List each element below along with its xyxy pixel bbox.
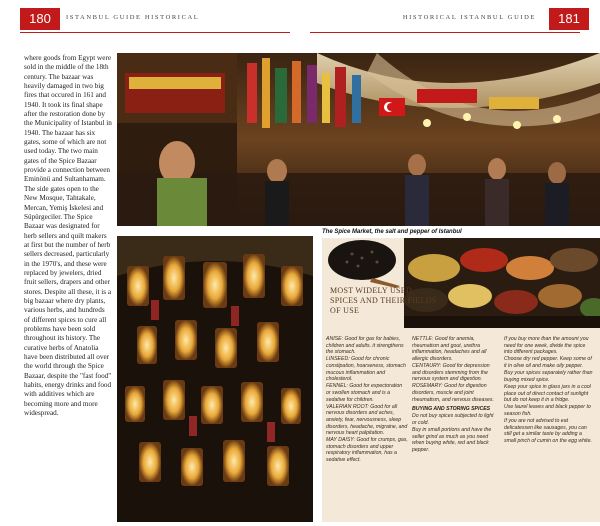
spice-column-1 bbox=[326, 336, 408, 464]
right-header-rule bbox=[310, 32, 580, 33]
left-running-title: ISTANBUL GUIDE HISTORICAL bbox=[66, 14, 200, 21]
storing-tip: If you are not advised to eat delicatessen like sausages, you can still get a similar taste by adding a small pinch of cumin on the egg white. bbox=[504, 418, 592, 444]
spice-entry: CENTAURY: Good for depression and disorders stemming from the nervous system and digestion. bbox=[412, 362, 490, 383]
spice-bowl-photo bbox=[322, 238, 404, 288]
spice-entry: VALERIAN ROOT: Good for all nervous disorders and aches, anxiety, fear, nervousness, sleep disorders, headache, migraine, and nervous heart palpitation. bbox=[326, 403, 408, 437]
spice-entry: MAY DAISY: Good for crumps, gas, stomach disorders and upper respiratory inflammation, has a sedative effect. bbox=[326, 437, 408, 464]
spice-entry: FENNEL: Good for expectoration or swollen stomach and is a sedative for children. bbox=[326, 383, 403, 403]
body-text: where goods from Egypt were sold in the middle of the 18th century. The bazaar was heavily damaged in two big fires that occured in 161 and 1940. It took its final shape after the restoration done by the Municipality of Istanbul in 1940. The bazaar has six gates, some of which are not used today. The two main gates of the Spice Bazaar provide a connection between Eminönü and Sultanhamam. The side gates open to the New Mosque, Tahtakale, Mercan, Yemiş İskelesi and Süpürgeciler. The Spice Bazaar was designated for herb sellers and quilt makers at first but the number of herb sellers decreased, particularly in the 1970's, and these were replaced by jewelers, dried fruit sellers, drapers and other stores. Despite all these, it is a big bazaar where dry plants, various herbs, and hundreds of different spices to cure all problems have been sold throughout its history. The curative herbs of Anatolia have been distributed all over the world through the Spice Bazaar, despite the "fast food" habits, energy drinks and food with additives which are becoming more and more widespread. bbox=[24, 54, 112, 418]
buying-storing-heading: BUYING AND STORING SPICES bbox=[412, 406, 491, 413]
storing-tip: Buy your spices separately rather than buying mixed spice. bbox=[504, 370, 593, 383]
right-page-number: 181 bbox=[549, 8, 589, 30]
spice-column-3 bbox=[504, 336, 594, 445]
spice-panel-title: MOST WIDELY USED SPICES AND THEIR FIELDS OF USE bbox=[330, 286, 437, 315]
spice-entry: ANISE: Good for gas for babies, children and adults. it strengthens the stomach. bbox=[326, 336, 404, 356]
left-header-rule bbox=[20, 32, 290, 33]
storing-tip: Do not buy spices subjected to light or cold. bbox=[412, 413, 494, 426]
storing-tip: Choose dry red pepper. Keep some of it in olive oil and make oily pepper. bbox=[504, 356, 592, 369]
spice-column-2 bbox=[412, 336, 498, 454]
left-page-number: 180 bbox=[20, 8, 60, 30]
spice-market-photo bbox=[117, 53, 600, 226]
hanging-lamps-photo bbox=[117, 236, 313, 522]
right-running-title: HISTORICAL ISTANBUL GUIDE bbox=[402, 14, 536, 21]
storing-tip: Use laurel leaves and black pepper to season fish. bbox=[504, 404, 591, 417]
storing-tip: Buy in small portions and have the seller grind as much as you need when buying white, red and black pepper. bbox=[412, 427, 492, 453]
photo-caption: The Spice Market, the salt and pepper of Istanbul bbox=[322, 229, 462, 235]
spice-entry: LINSEED: Good for chronic constipation, hoarseness, stomach mucous inflammation and cholesterol. bbox=[326, 356, 406, 383]
spice-entry: NETTLE: Good for anemia, rheumatism and gout, urethra inflammation, headaches and all allergic disorders. bbox=[412, 336, 487, 362]
spice-entry: ROSEMARY: Good for digestion disorders, muscle and joint rheumatism, and nervous diseases. bbox=[412, 383, 494, 403]
storing-tip: Keep your spice in glass jars in a cool place out of direct contact of sunlight but do not keep it in a fridge. bbox=[504, 383, 591, 404]
storing-tip: If you buy more than the amount you need for one week, divide the spice into different packages. bbox=[504, 336, 589, 356]
